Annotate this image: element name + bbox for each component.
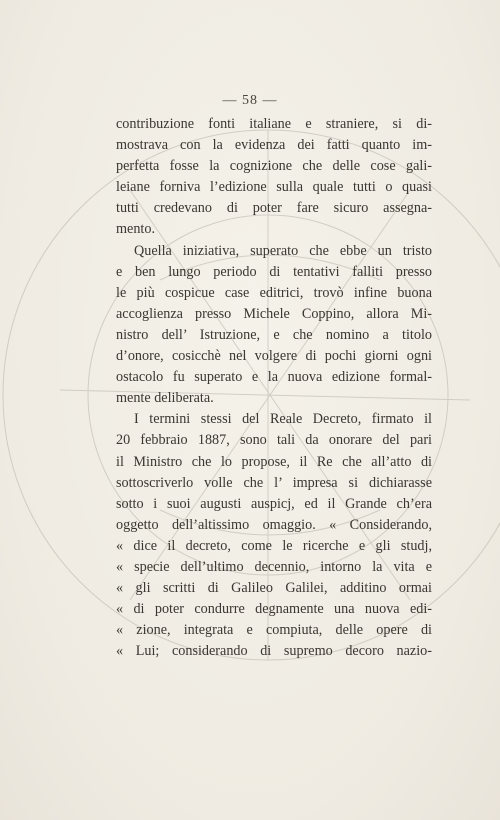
text-line: leiane forniva l’edizione sulla quale tutti o quasi — [116, 179, 432, 196]
text-line: « Lui; considerando di supremo decoro nazio- — [116, 643, 432, 660]
text-line: accoglienza presso Michele Coppino, allora Mi- — [116, 305, 432, 322]
text-line: d’onore, cosicchè nel volgere di pochi giorni ogni — [116, 348, 432, 365]
text-line: tutti credevano di poter fare sicuro assegna- — [116, 200, 432, 217]
text-line: « zione, integrata e compiuta, delle opere di — [116, 622, 432, 639]
text-line: oggetto dell’altissimo omaggio. « Considerando, — [116, 516, 432, 533]
text-line: perfetta fosse la cognizione che delle cose gali- — [116, 158, 432, 175]
text-line: le più cospicue case editrici, trovò infine buona — [116, 284, 432, 301]
body-text — [116, 114, 432, 662]
text-line: « dice il decreto, come le ricerche e gli studj, — [116, 537, 432, 554]
text-line: mente deliberata. — [116, 390, 214, 407]
page-number: — 58 — — [222, 93, 278, 108]
text-line: I termini stessi del Reale Decreto, firmato il — [134, 411, 432, 428]
text-line: contribuzione fonti italiane e straniere, si di- — [116, 116, 432, 132]
text-line: mostrava con la evidenza dei fatti quanto im- — [116, 137, 432, 154]
text-line: « specie dell’ultimo decennio, intorno la vita e — [116, 558, 432, 575]
text-line: nistro dell’ Istruzione, e che nomino a titolo — [116, 326, 432, 343]
text-line: il Ministro che lo propose, il Re che all’atto di — [116, 453, 432, 470]
text-line: 20 febbraio 1887, sono tali da onorare del pari — [116, 432, 432, 449]
text-line: Quella iniziativa, superato che ebbe un tristo — [134, 242, 432, 259]
text-line: ostacolo fu superato e la nuova edizione formal- — [116, 369, 432, 386]
text-line: « di poter condurre degnamente una nuova edi- — [116, 601, 432, 618]
text-line: e ben lungo periodo di tentativi falliti presso — [116, 263, 432, 280]
text-line: sotto i suoi augusti auspicj, ed il Grande ch’era — [116, 495, 432, 512]
text-line: mento. — [116, 221, 156, 238]
text-line: sottoscriverlo volle che l’ impresa si dichiarasse — [116, 474, 432, 491]
text-line: « gli scritti di Galileo Galilei, additino ormai — [116, 580, 432, 597]
